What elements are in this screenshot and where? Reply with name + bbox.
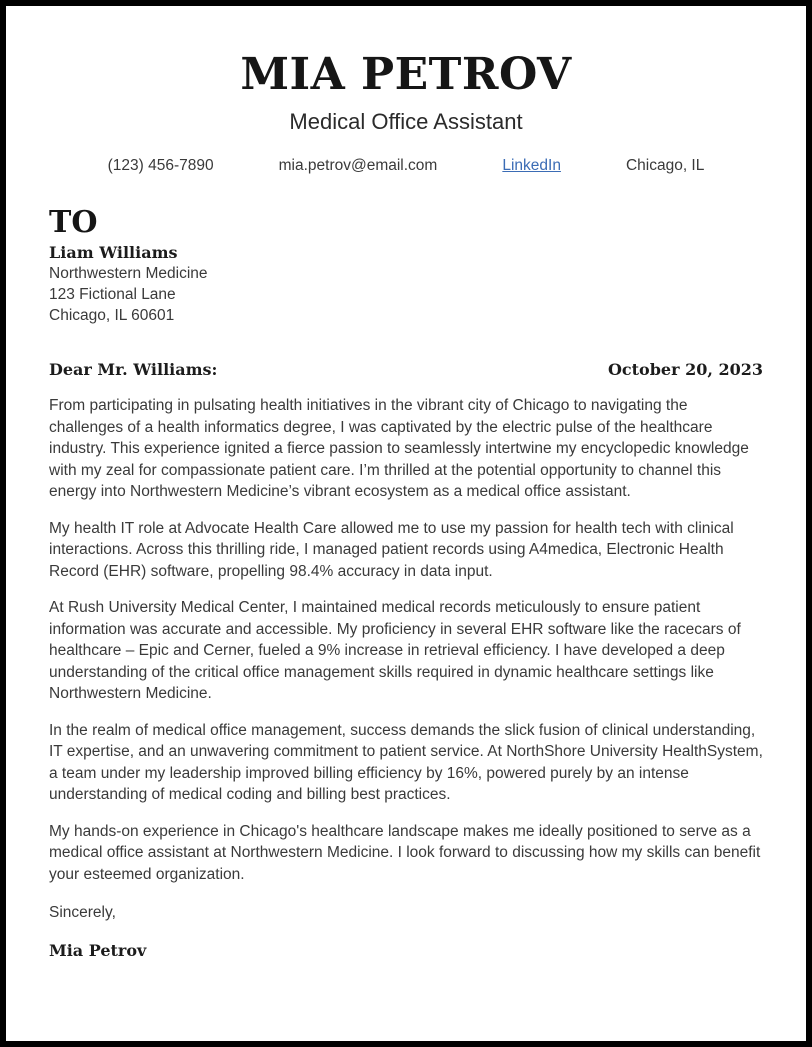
letter-content [6,6,806,960]
location-text: Chicago, IL [625,157,705,175]
email-text: mia.petrov@email.com [278,157,438,175]
signature: Mia Petrov [49,940,147,960]
letter-body [49,395,763,885]
phone-text: (123) 456-7890 [107,157,214,175]
salutation-row [49,360,763,379]
closing-text: Sincerely, [49,904,116,922]
paragraph: In the realm of medical office management, success demands the slick fusion of clinical understanding, IT expertise, and an unwavering commitment to patient service. At NorthShore University HealthSystem, a team under my leadership improved billing efficiency by 16%, powered purely by an intense understanding of medical coding and billing best practices. [49,721,763,804]
recipient-section [49,206,763,326]
letter-header [49,50,763,175]
paragraph: From participating in pulsating health initiatives in the vibrant city of Chicago to navigating the challenges of a health informatics degree, I was captivated by the electric pulse of the healthcare industry. This experience ignited a fierce passion to seamlessly intertwine my encyclopedic knowledge with my zeal for compassionate patient care. I’m thrilled at the potential opportunity to channel this energy into Northwestern Medicine’s vibrant ecosystem as a medical office assistant. [49,397,749,501]
candidate-name: MIA PETROV [240,49,572,100]
recipient-street: 123 Fictional Lane [49,286,176,304]
salutation: Dear Mr. Williams: [49,360,218,380]
contact-bar [49,157,763,175]
recipient-organization: Northwestern Medicine [49,265,208,283]
linkedin-link[interactable]: LinkedIn [502,157,561,175]
recipient-heading: TO [49,205,98,241]
letter-date: October 20, 2023 [607,360,763,380]
recipient-city: Chicago, IL 60601 [49,307,175,325]
paragraph: At Rush University Medical Center, I maintained medical records meticulously to ensure patient information was accurate and accessible. My proficiency in several EHR software like the racecars of healthcare – Epic and Cerner, fueled a 9% increase in retrieval efficiency. I have developed a deep understanding of the critical office management skills required in dynamic healthcare settings like Northwestern Medicine. [49,599,741,703]
recipient-name: Liam Williams [49,243,178,263]
paragraph: My health IT role at Advocate Health Care allowed me to use my passion for health tech with clinical interactions. Across this thrilling ride, I managed patient records using A4medica, Electronic Health Record (EHR) software, propelling 98.4% accuracy in data input. [49,519,734,580]
candidate-title: Medical Office Assistant [289,108,523,134]
paragraph: My hands-on experience in Chicago's healthcare landscape makes me ideally positioned to serve as a medical office assistant at Northwestern Medicine. I look forward to discussing how my skills can benefit your esteemed organization. [49,822,761,883]
